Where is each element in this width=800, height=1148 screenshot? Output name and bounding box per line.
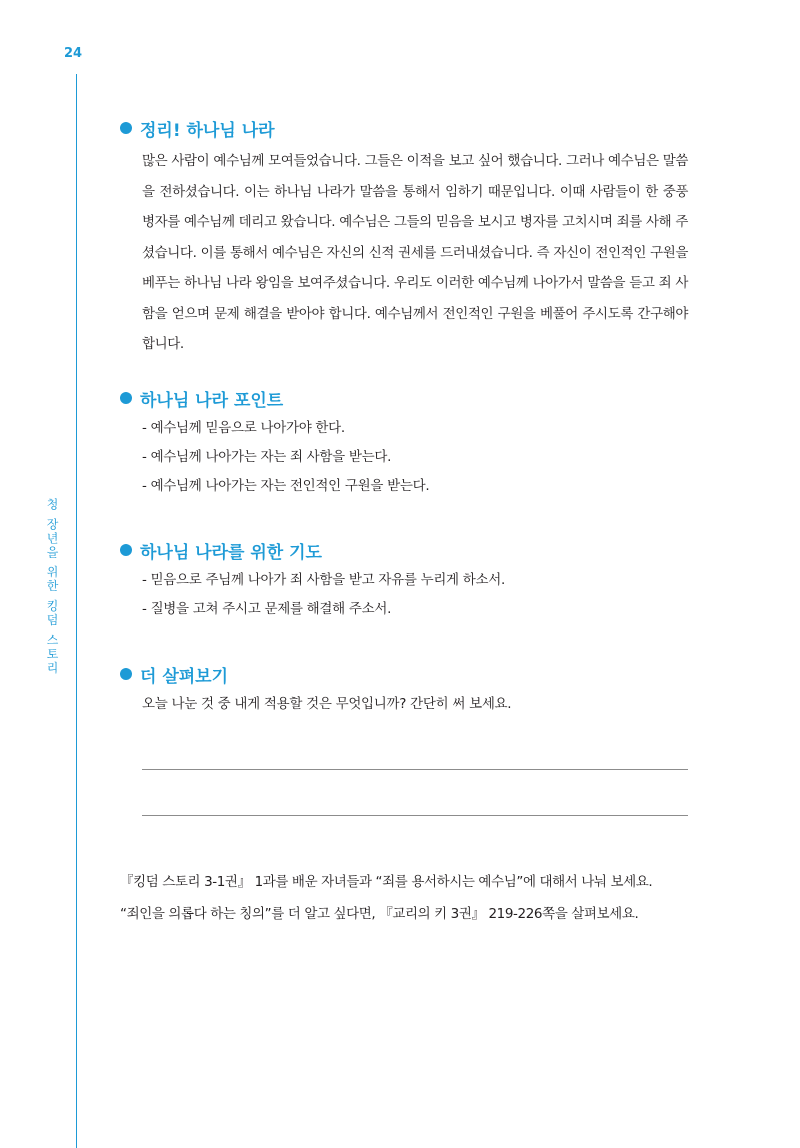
prayer-list: [142, 566, 700, 624]
answer-line[interactable]: [142, 815, 688, 816]
reference-note: “죄인을 의롭다 하는 칭의”를 더 알고 싶다면, 『교리의 키 3권』 219-226쪽을 살펴보세요.: [120, 906, 639, 922]
prayer-heading-text: 하나님 나라를 위한 기도: [140, 542, 322, 563]
list-item: - 질병을 고쳐 주시고 문제를 해결해 주소서.: [142, 601, 392, 617]
more-heading: [120, 662, 700, 686]
side-running-title: 청 장년을 위한 킹덤 스토리: [45, 498, 59, 676]
points-list: [142, 414, 700, 501]
summary-section: [120, 116, 700, 360]
bullet-dot-icon: [120, 122, 132, 134]
bullet-dot-icon: [120, 668, 132, 680]
summary-heading: [120, 116, 700, 140]
more-section: [120, 662, 700, 719]
more-heading-text: 더 살펴보기: [140, 666, 229, 687]
points-heading: [120, 386, 700, 410]
prayer-section: [120, 538, 700, 624]
reference-note: 『킹덤 스토리 3-1권』 1과를 배운 자녀들과 “죄를 용서하시는 예수님”에 대해서 나눠 보세요.: [120, 874, 653, 890]
prayer-heading: [120, 538, 700, 562]
more-prompt: 오늘 나눈 것 중 내게 적용할 것은 무엇입니까? 간단히 써 보세요.: [142, 696, 512, 712]
points-section: [120, 386, 700, 501]
summary-body: 많은 사람이 예수님께 모여들었습니다. 그들은 이적을 보고 싶어 했습니다. 그러나 예수님은 말씀을 전하셨습니다. 이는 하나님 나라가 말씀을 통해서 임하기 때문입니다. 이때 사람들이 한 중풍병자를 예수님께 데리고 왔습니다. 예수님은 그들의 믿음을 보시고 병자를 고치시며 죄를 사해 주셨습니다. 이를 통해서 예수님은 자신의 신적 권세를 드러내셨습니다. 즉 자신이 전인적인 구원을 베푸는 하나님 나라 왕임을 보여주셨습니다. 우리도 이러한 예수님께 나아가서 말씀을 듣고 죄 사함을 얻으며 문제 해결을 받아야 합니다. 예수님께서 전인적인 구원을 베풀어 주시도록 간구해야 합니다.: [142, 153, 688, 352]
summary-heading-text: 정리! 하나님 나라: [140, 120, 275, 141]
points-heading-text: 하나님 나라 포인트: [140, 390, 284, 411]
list-item: - 믿음으로 주님께 나아가 죄 사함을 받고 자유를 누리게 하소서.: [142, 572, 506, 588]
list-item: - 예수님께 나아가는 자는 죄 사함을 받는다.: [142, 449, 392, 465]
bullet-dot-icon: [120, 392, 132, 404]
margin-rule: [76, 74, 77, 1148]
list-item: - 예수님께 믿음으로 나아가야 한다.: [142, 420, 345, 436]
answer-line[interactable]: [142, 769, 688, 770]
bullet-dot-icon: [120, 544, 132, 556]
more-prompt-list: [142, 690, 700, 719]
page-number: 24: [64, 46, 83, 61]
list-item: - 예수님께 나아가는 자는 전인적인 구원을 받는다.: [142, 478, 430, 494]
